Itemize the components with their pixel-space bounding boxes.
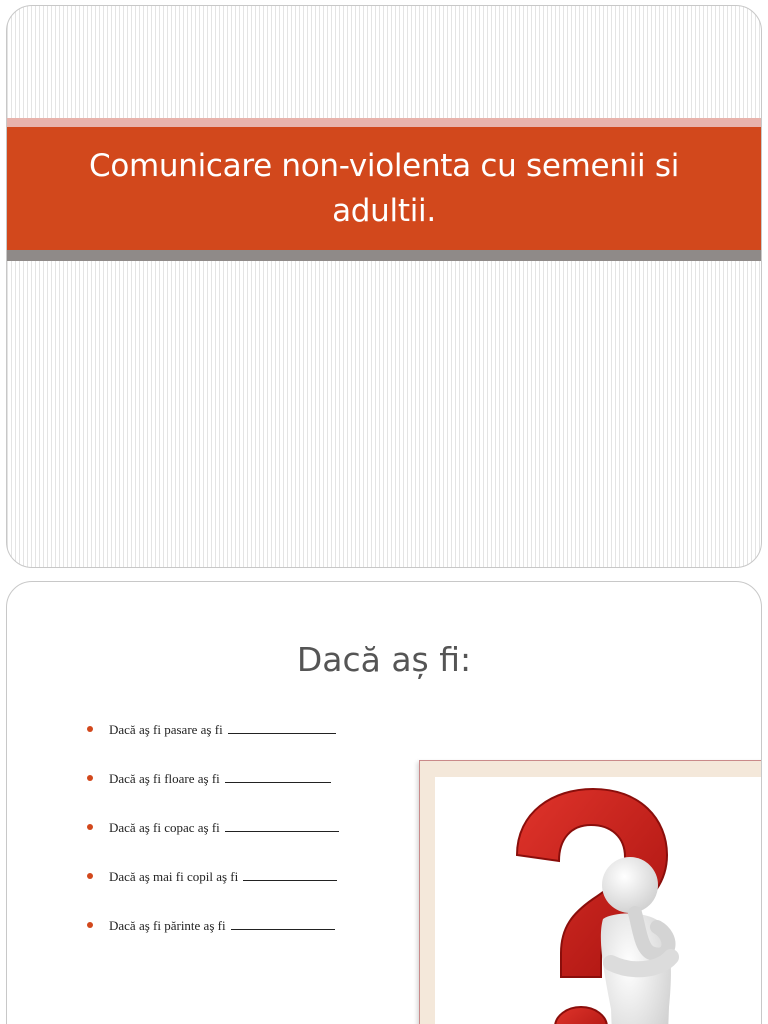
bullet-icon	[87, 824, 93, 830]
answer-blank	[243, 879, 337, 881]
bullet-list	[87, 722, 339, 967]
title-top-band	[7, 118, 761, 127]
question-mark-figure-icon	[435, 777, 762, 1024]
slide-title: Comunicare non-violenta cu semenii si adultii.	[88, 147, 680, 229]
list-item	[87, 820, 339, 869]
content-heading: Dacă aș fi:	[296, 640, 472, 679]
answer-blank	[231, 928, 335, 930]
bullet-text: Dacă aş fi copac aş fi	[109, 820, 220, 835]
content-slide	[6, 581, 762, 1024]
question-mark-figure-icon	[435, 777, 762, 1024]
list-item	[87, 918, 339, 967]
title-slide	[6, 5, 762, 568]
title-band	[7, 127, 761, 250]
answer-blank	[225, 781, 331, 783]
bullet-text: Dacă aş fi părinte aş fi	[109, 918, 226, 933]
bullet-icon	[87, 775, 93, 781]
list-item	[87, 771, 339, 820]
answer-blank	[225, 830, 339, 832]
bullet-icon	[87, 726, 93, 732]
list-item	[87, 869, 339, 918]
image-frame	[419, 760, 762, 1024]
bullet-text: Dacă aş fi pasare aş fi	[109, 722, 223, 737]
bullet-text: Dacă aş mai fi copil aş fi	[109, 869, 239, 884]
bullet-icon	[87, 922, 93, 928]
list-item	[87, 722, 339, 771]
answer-blank	[228, 732, 336, 734]
bullet-icon	[87, 873, 93, 879]
bullet-text: Dacă aş fi floare aş fi	[109, 771, 220, 786]
title-bottom-band	[7, 250, 761, 261]
